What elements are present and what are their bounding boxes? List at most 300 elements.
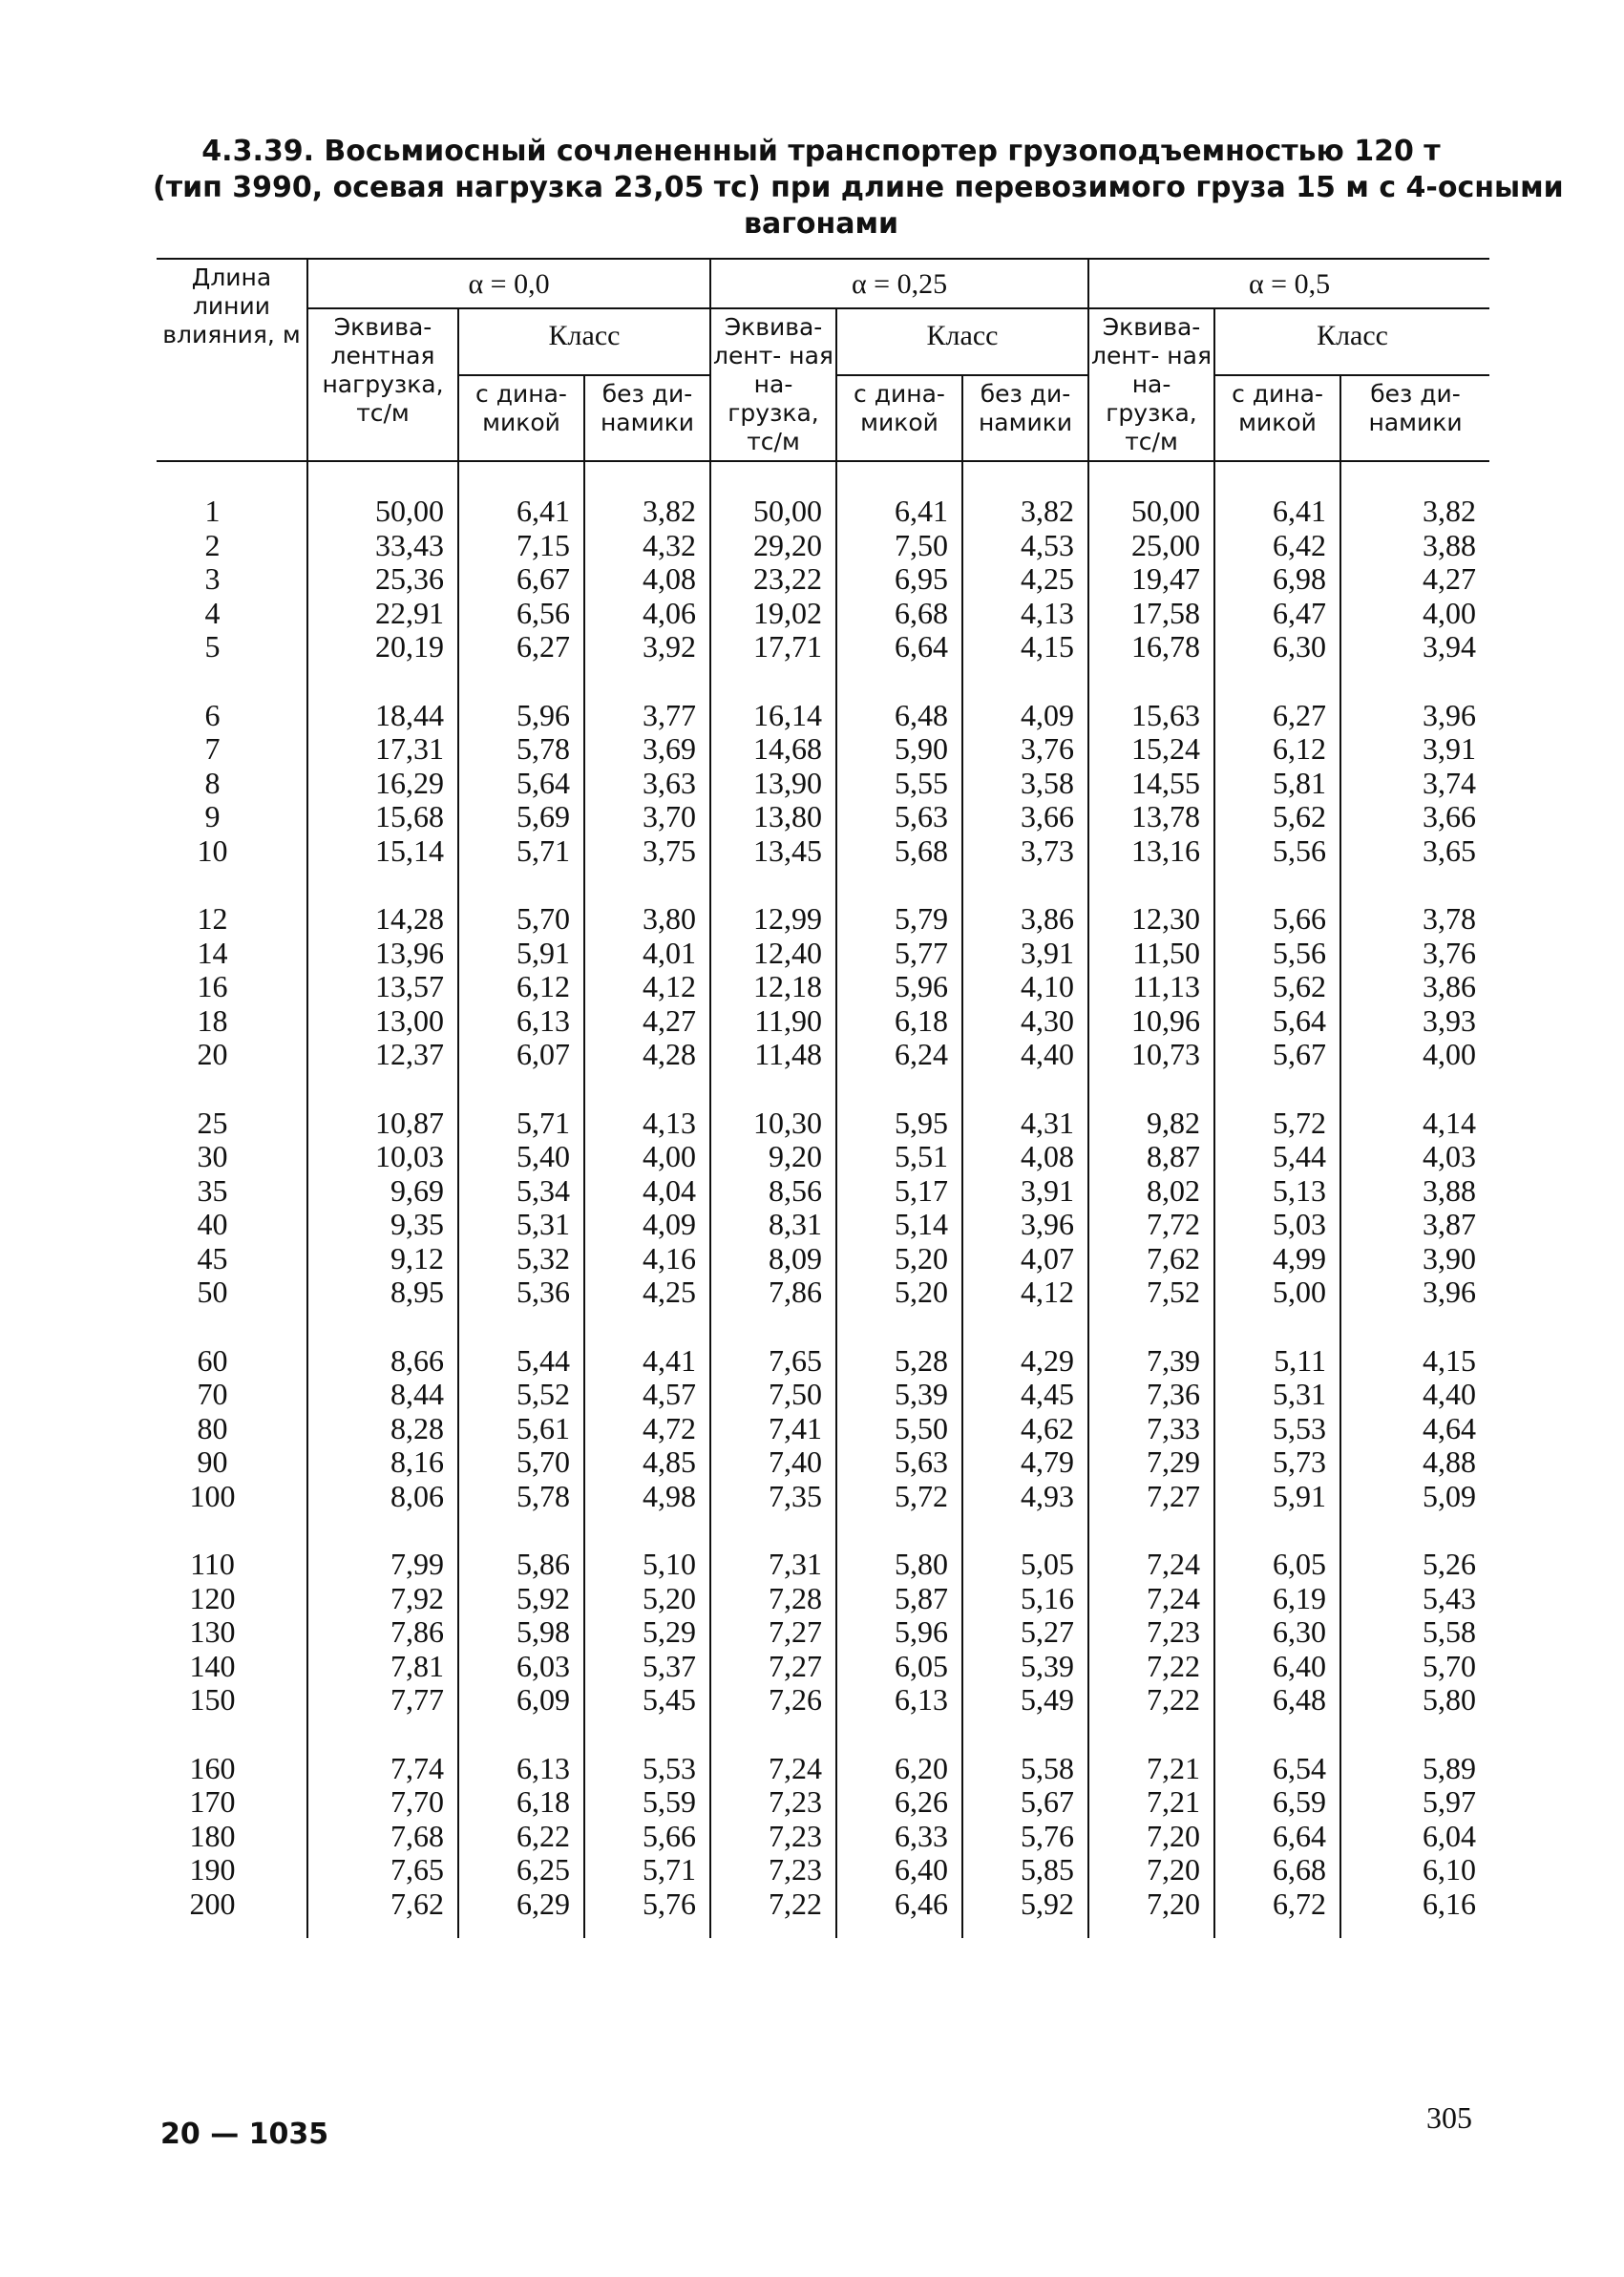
header-with-dynamics: с дина- микой xyxy=(458,375,584,461)
table-header xyxy=(157,259,1489,461)
value-cell: 3,63 xyxy=(584,767,710,801)
length-cell: 1 xyxy=(204,494,221,528)
value-cell: 17,31 xyxy=(307,732,458,767)
value-cell: 6,48 xyxy=(836,664,962,733)
value-cell: 6,27 xyxy=(1214,664,1340,733)
value-cell: 8,56 xyxy=(710,1174,836,1209)
value-cell: 7,24 xyxy=(1088,1582,1214,1616)
value-cell: 7,33 xyxy=(1088,1412,1214,1446)
value-cell: 7,24 xyxy=(1088,1513,1214,1582)
value-cell: 5,73 xyxy=(1214,1445,1340,1480)
table-row xyxy=(157,597,1489,631)
length-cell: 25 xyxy=(197,1105,228,1140)
length-cell: 200 xyxy=(189,1886,236,1921)
table-row xyxy=(157,1683,1489,1718)
value-cell: 4,31 xyxy=(962,1072,1088,1141)
value-cell: 5,96 xyxy=(836,970,962,1004)
table-row xyxy=(157,1276,1489,1310)
table-row xyxy=(157,1378,1489,1412)
table-row xyxy=(157,1887,1489,1939)
value-cell: 6,27 xyxy=(458,630,584,664)
value-cell: 7,50 xyxy=(710,1378,836,1412)
value-cell: 4,79 xyxy=(962,1445,1088,1480)
value-cell: 7,27 xyxy=(710,1615,836,1650)
length-cell: 90 xyxy=(197,1444,228,1479)
value-cell: 7,70 xyxy=(307,1785,458,1820)
length-cell: 20 xyxy=(197,1037,228,1071)
value-cell: 7,52 xyxy=(1088,1276,1214,1310)
value-cell: 13,78 xyxy=(1088,800,1214,834)
value-cell: 3,91 xyxy=(962,937,1088,971)
value-cell: 7,20 xyxy=(1088,1820,1214,1854)
length-cell: 160 xyxy=(189,1750,236,1785)
value-cell: 5,91 xyxy=(458,937,584,971)
value-cell: 6,13 xyxy=(836,1683,962,1718)
value-cell: 3,88 xyxy=(1340,529,1489,563)
value-cell: 3,90 xyxy=(1340,1242,1489,1276)
header-length: Длина линии влияния, м xyxy=(157,259,307,461)
value-cell: 6,98 xyxy=(1214,562,1340,597)
value-cell: 5,20 xyxy=(836,1242,962,1276)
value-cell: 10,87 xyxy=(307,1072,458,1141)
value-cell: 6,42 xyxy=(1214,529,1340,563)
value-cell: 5,11 xyxy=(1214,1310,1340,1379)
value-cell: 5,03 xyxy=(1214,1208,1340,1242)
length-cell: 12 xyxy=(197,901,228,936)
value-cell: 5,56 xyxy=(1214,834,1340,869)
table-row xyxy=(157,529,1489,563)
value-cell: 5,64 xyxy=(1214,1004,1340,1039)
table-row xyxy=(157,732,1489,767)
value-cell: 7,31 xyxy=(710,1513,836,1582)
length-cell: 190 xyxy=(189,1852,236,1887)
header-with-dynamics: с дина- микой xyxy=(836,375,962,461)
value-cell: 6,26 xyxy=(836,1785,962,1820)
value-cell: 5,44 xyxy=(1214,1140,1340,1174)
table-row xyxy=(157,1445,1489,1480)
value-cell: 4,10 xyxy=(962,970,1088,1004)
value-cell: 5,77 xyxy=(836,937,962,971)
value-cell: 4,27 xyxy=(1340,562,1489,597)
value-cell: 3,91 xyxy=(962,1174,1088,1209)
value-cell: 4,15 xyxy=(962,630,1088,664)
value-cell: 7,23 xyxy=(710,1820,836,1854)
value-cell: 6,10 xyxy=(1340,1853,1489,1887)
value-cell: 6,19 xyxy=(1214,1582,1340,1616)
value-cell: 5,56 xyxy=(1214,937,1340,971)
value-cell: 6,48 xyxy=(1214,1683,1340,1718)
value-cell: 5,09 xyxy=(1340,1480,1489,1514)
header-alpha-025: α = 0,25 xyxy=(710,259,1088,308)
value-cell: 4,27 xyxy=(584,1004,710,1039)
value-cell: 3,80 xyxy=(584,868,710,937)
value-cell: 4,72 xyxy=(584,1412,710,1446)
value-cell: 5,72 xyxy=(836,1480,962,1514)
value-cell: 4,09 xyxy=(584,1208,710,1242)
value-cell: 5,97 xyxy=(1340,1785,1489,1820)
value-cell: 7,41 xyxy=(710,1412,836,1446)
value-cell: 6,05 xyxy=(1214,1513,1340,1582)
value-cell: 20,19 xyxy=(307,630,458,664)
value-cell: 8,87 xyxy=(1088,1140,1214,1174)
value-cell: 6,72 xyxy=(1214,1887,1340,1939)
value-cell: 6,68 xyxy=(836,597,962,631)
length-cell: 45 xyxy=(197,1240,228,1276)
value-cell: 5,66 xyxy=(584,1820,710,1854)
value-cell: 22,91 xyxy=(307,597,458,631)
value-cell: 5,31 xyxy=(458,1208,584,1242)
table-row xyxy=(157,1480,1489,1514)
value-cell: 6,68 xyxy=(1214,1853,1340,1887)
value-cell: 10,03 xyxy=(307,1140,458,1174)
value-cell: 9,82 xyxy=(1088,1072,1214,1141)
header-without-dynamics: без ди- намики xyxy=(584,375,710,461)
value-cell: 7,62 xyxy=(307,1887,458,1939)
length-cell: 130 xyxy=(189,1614,236,1649)
header-equiv-load: Эквива- лент- ная на- грузка, тс/м xyxy=(710,308,836,461)
header-without-dynamics: без ди- намики xyxy=(1340,375,1489,461)
table-row xyxy=(157,1412,1489,1446)
value-cell: 13,57 xyxy=(307,970,458,1004)
table-body xyxy=(157,461,1489,1938)
value-cell: 4,03 xyxy=(1340,1140,1489,1174)
value-cell: 12,18 xyxy=(710,970,836,1004)
value-cell: 6,25 xyxy=(458,1853,584,1887)
value-cell: 4,04 xyxy=(584,1174,710,1209)
value-cell: 5,91 xyxy=(1214,1480,1340,1514)
length-cell: 60 xyxy=(197,1342,228,1378)
page-number: 305 xyxy=(1426,2100,1472,2135)
value-cell: 7,24 xyxy=(710,1718,836,1786)
value-cell: 13,90 xyxy=(710,767,836,801)
value-cell: 5,62 xyxy=(1214,800,1340,834)
value-cell: 7,21 xyxy=(1088,1718,1214,1786)
table-row xyxy=(157,1072,1489,1141)
length-cell: 2 xyxy=(204,527,221,562)
value-cell: 4,32 xyxy=(584,529,710,563)
table-row xyxy=(157,664,1489,733)
header-alpha-05: α = 0,5 xyxy=(1088,259,1489,308)
value-cell: 4,07 xyxy=(962,1242,1088,1276)
value-cell: 5,76 xyxy=(962,1820,1088,1854)
value-cell: 7,50 xyxy=(836,529,962,563)
header-class: Класс xyxy=(458,308,710,375)
value-cell: 5,68 xyxy=(836,834,962,869)
header-alpha-0: α = 0,0 xyxy=(307,259,710,308)
value-cell: 12,40 xyxy=(710,937,836,971)
value-cell: 6,12 xyxy=(458,970,584,1004)
value-cell: 3,74 xyxy=(1340,767,1489,801)
value-cell: 3,94 xyxy=(1340,630,1489,664)
value-cell: 7,21 xyxy=(1088,1785,1214,1820)
value-cell: 7,65 xyxy=(710,1310,836,1379)
length-cell: 150 xyxy=(189,1682,236,1717)
value-cell: 4,28 xyxy=(584,1038,710,1072)
value-cell: 3,75 xyxy=(584,834,710,869)
value-cell: 6,29 xyxy=(458,1887,584,1939)
value-cell: 5,34 xyxy=(458,1174,584,1209)
value-cell: 3,65 xyxy=(1340,834,1489,869)
value-cell: 3,78 xyxy=(1340,868,1489,937)
value-cell: 5,13 xyxy=(1214,1174,1340,1209)
value-cell: 4,13 xyxy=(962,597,1088,631)
length-cell: 140 xyxy=(189,1648,236,1683)
value-cell: 4,45 xyxy=(962,1378,1088,1412)
length-cell: 120 xyxy=(189,1580,236,1615)
length-cell: 40 xyxy=(197,1207,228,1241)
value-cell: 5,96 xyxy=(458,664,584,733)
value-cell: 4,40 xyxy=(962,1038,1088,1072)
value-cell: 13,16 xyxy=(1088,834,1214,869)
header-with-dynamics: с дина- микой xyxy=(1214,375,1340,461)
value-cell: 5,67 xyxy=(1214,1038,1340,1072)
value-cell: 5,98 xyxy=(458,1615,584,1650)
table-row xyxy=(157,1853,1489,1887)
table-row xyxy=(157,562,1489,597)
table-row xyxy=(157,1718,1489,1786)
value-cell: 50,00 xyxy=(710,461,836,529)
value-cell: 7,72 xyxy=(1088,1208,1214,1242)
value-cell: 3,77 xyxy=(584,664,710,733)
value-cell: 5,36 xyxy=(458,1276,584,1310)
value-cell: 13,00 xyxy=(307,1004,458,1039)
value-cell: 3,70 xyxy=(584,800,710,834)
value-cell: 6,56 xyxy=(458,597,584,631)
value-cell: 3,73 xyxy=(962,834,1088,869)
table-title xyxy=(153,134,1564,242)
value-cell: 12,99 xyxy=(710,868,836,937)
value-cell: 4,93 xyxy=(962,1480,1088,1514)
value-cell: 5,85 xyxy=(962,1853,1088,1887)
value-cell: 5,70 xyxy=(1340,1650,1489,1684)
value-cell: 3,69 xyxy=(584,732,710,767)
value-cell: 5,61 xyxy=(458,1412,584,1446)
value-cell: 5,92 xyxy=(962,1887,1088,1939)
header-without-dynamics: без ди- намики xyxy=(962,375,1088,461)
value-cell: 7,15 xyxy=(458,529,584,563)
value-cell: 8,16 xyxy=(307,1445,458,1480)
value-cell: 7,68 xyxy=(307,1820,458,1854)
value-cell: 5,58 xyxy=(962,1718,1088,1786)
length-cell: 18 xyxy=(197,1002,228,1038)
value-cell: 5,00 xyxy=(1214,1276,1340,1310)
value-cell: 6,40 xyxy=(836,1853,962,1887)
value-cell: 4,01 xyxy=(584,937,710,971)
length-cell: 4 xyxy=(204,595,221,630)
value-cell: 5,63 xyxy=(836,1445,962,1480)
value-cell: 3,86 xyxy=(1340,970,1489,1004)
value-cell: 5,87 xyxy=(836,1582,962,1616)
value-cell: 3,66 xyxy=(1340,800,1489,834)
value-cell: 5,45 xyxy=(584,1683,710,1718)
value-cell: 8,95 xyxy=(307,1276,458,1310)
value-cell: 5,72 xyxy=(1214,1072,1340,1141)
value-cell: 4,14 xyxy=(1340,1072,1489,1141)
value-cell: 3,82 xyxy=(962,461,1088,529)
value-cell: 6,64 xyxy=(836,630,962,664)
value-cell: 16,78 xyxy=(1088,630,1214,664)
table-row xyxy=(157,630,1489,664)
length-cell: 8 xyxy=(204,765,221,800)
value-cell: 6,09 xyxy=(458,1683,584,1718)
value-cell: 7,74 xyxy=(307,1718,458,1786)
value-cell: 11,13 xyxy=(1088,970,1214,1004)
value-cell: 16,29 xyxy=(307,767,458,801)
value-cell: 14,28 xyxy=(307,868,458,937)
value-cell: 5,89 xyxy=(1340,1718,1489,1786)
value-cell: 3,96 xyxy=(1340,1276,1489,1310)
value-cell: 4,13 xyxy=(584,1072,710,1141)
header-class: Класс xyxy=(1214,308,1489,375)
value-cell: 5,51 xyxy=(836,1140,962,1174)
table-row xyxy=(157,1513,1489,1582)
value-cell: 6,67 xyxy=(458,562,584,597)
value-cell: 5,95 xyxy=(836,1072,962,1141)
header-class: Класс xyxy=(836,308,1088,375)
value-cell: 5,44 xyxy=(458,1310,584,1379)
value-cell: 5,62 xyxy=(1214,970,1340,1004)
value-cell: 6,18 xyxy=(836,1004,962,1039)
value-cell: 8,44 xyxy=(307,1378,458,1412)
value-cell: 5,64 xyxy=(458,767,584,801)
value-cell: 5,52 xyxy=(458,1378,584,1412)
length-cell: 100 xyxy=(189,1478,236,1513)
value-cell: 6,40 xyxy=(1214,1650,1340,1684)
length-cell: 7 xyxy=(204,731,221,766)
length-cell: 35 xyxy=(197,1172,228,1208)
value-cell: 5,17 xyxy=(836,1174,962,1209)
value-cell: 5,50 xyxy=(836,1412,962,1446)
value-cell: 4,08 xyxy=(962,1140,1088,1174)
value-cell: 8,02 xyxy=(1088,1174,1214,1209)
value-cell: 4,53 xyxy=(962,529,1088,563)
length-cell: 10 xyxy=(197,833,228,868)
length-cell: 50 xyxy=(197,1275,228,1309)
value-cell: 4,25 xyxy=(962,562,1088,597)
print-code: 20 — 1035 xyxy=(160,2118,329,2151)
value-cell: 3,93 xyxy=(1340,1004,1489,1039)
value-cell: 14,55 xyxy=(1088,767,1214,801)
value-cell: 5,80 xyxy=(836,1513,962,1582)
value-cell: 7,65 xyxy=(307,1853,458,1887)
value-cell: 4,09 xyxy=(962,664,1088,733)
value-cell: 5,71 xyxy=(584,1853,710,1887)
length-cell: 170 xyxy=(189,1784,236,1819)
value-cell: 4,12 xyxy=(584,970,710,1004)
value-cell: 5,05 xyxy=(962,1513,1088,1582)
table-row xyxy=(157,1038,1489,1072)
value-cell: 3,87 xyxy=(1340,1208,1489,1242)
value-cell: 10,73 xyxy=(1088,1038,1214,1072)
value-cell: 17,58 xyxy=(1088,597,1214,631)
value-cell: 7,28 xyxy=(710,1582,836,1616)
value-cell: 7,40 xyxy=(710,1445,836,1480)
value-cell: 7,86 xyxy=(710,1276,836,1310)
value-cell: 6,41 xyxy=(1214,461,1340,529)
value-cell: 5,20 xyxy=(584,1582,710,1616)
value-cell: 4,57 xyxy=(584,1378,710,1412)
value-cell: 14,68 xyxy=(710,732,836,767)
value-cell: 9,35 xyxy=(307,1208,458,1242)
value-cell: 7,29 xyxy=(1088,1445,1214,1480)
value-cell: 15,14 xyxy=(307,834,458,869)
length-cell: 80 xyxy=(197,1410,228,1445)
value-cell: 6,33 xyxy=(836,1820,962,1854)
value-cell: 7,77 xyxy=(307,1683,458,1718)
value-cell: 6,24 xyxy=(836,1038,962,1072)
value-cell: 4,15 xyxy=(1340,1310,1489,1379)
table-row xyxy=(157,767,1489,801)
value-cell: 5,37 xyxy=(584,1650,710,1684)
value-cell: 3,92 xyxy=(584,630,710,664)
value-cell: 13,80 xyxy=(710,800,836,834)
value-cell: 4,25 xyxy=(584,1276,710,1310)
value-cell: 13,96 xyxy=(307,937,458,971)
value-cell: 7,99 xyxy=(307,1513,458,1582)
value-cell: 7,35 xyxy=(710,1480,836,1514)
value-cell: 4,00 xyxy=(584,1140,710,1174)
value-cell: 5,66 xyxy=(1214,868,1340,937)
value-cell: 5,53 xyxy=(584,1718,710,1786)
value-cell: 3,76 xyxy=(962,732,1088,767)
value-cell: 4,16 xyxy=(584,1242,710,1276)
length-cell: 70 xyxy=(197,1377,228,1411)
value-cell: 9,20 xyxy=(710,1140,836,1174)
value-cell: 5,55 xyxy=(836,767,962,801)
value-cell: 5,92 xyxy=(458,1582,584,1616)
value-cell: 7,27 xyxy=(710,1650,836,1684)
value-cell: 7,27 xyxy=(1088,1480,1214,1514)
value-cell: 9,69 xyxy=(307,1174,458,1209)
value-cell: 5,10 xyxy=(584,1513,710,1582)
value-cell: 4,40 xyxy=(1340,1378,1489,1412)
value-cell: 5,70 xyxy=(458,1445,584,1480)
value-cell: 33,43 xyxy=(307,529,458,563)
value-cell: 6,46 xyxy=(836,1887,962,1939)
table-row xyxy=(157,1650,1489,1684)
table-row xyxy=(157,1582,1489,1616)
length-cell: 6 xyxy=(204,697,221,732)
value-cell: 7,86 xyxy=(307,1615,458,1650)
table-row xyxy=(157,834,1489,869)
value-cell: 5,16 xyxy=(962,1582,1088,1616)
value-cell: 5,14 xyxy=(836,1208,962,1242)
length-cell: 14 xyxy=(197,935,228,970)
value-cell: 25,00 xyxy=(1088,529,1214,563)
value-cell: 5,28 xyxy=(836,1310,962,1379)
value-cell: 6,47 xyxy=(1214,597,1340,631)
value-cell: 6,04 xyxy=(1340,1820,1489,1854)
value-cell: 29,20 xyxy=(710,529,836,563)
value-cell: 6,18 xyxy=(458,1785,584,1820)
value-cell: 5,78 xyxy=(458,1480,584,1514)
value-cell: 3,82 xyxy=(1340,461,1489,529)
value-cell: 7,23 xyxy=(710,1853,836,1887)
value-cell: 6,13 xyxy=(458,1718,584,1786)
title-line-3: вагонами xyxy=(743,207,899,241)
value-cell: 5,79 xyxy=(836,868,962,937)
value-cell: 19,47 xyxy=(1088,562,1214,597)
value-cell: 7,22 xyxy=(1088,1683,1214,1718)
value-cell: 5,80 xyxy=(1340,1683,1489,1718)
value-cell: 4,64 xyxy=(1340,1412,1489,1446)
value-cell: 7,36 xyxy=(1088,1378,1214,1412)
value-cell: 50,00 xyxy=(1088,461,1214,529)
value-cell: 6,22 xyxy=(458,1820,584,1854)
table-row xyxy=(157,868,1489,937)
table-row xyxy=(157,1242,1489,1276)
value-cell: 15,68 xyxy=(307,800,458,834)
